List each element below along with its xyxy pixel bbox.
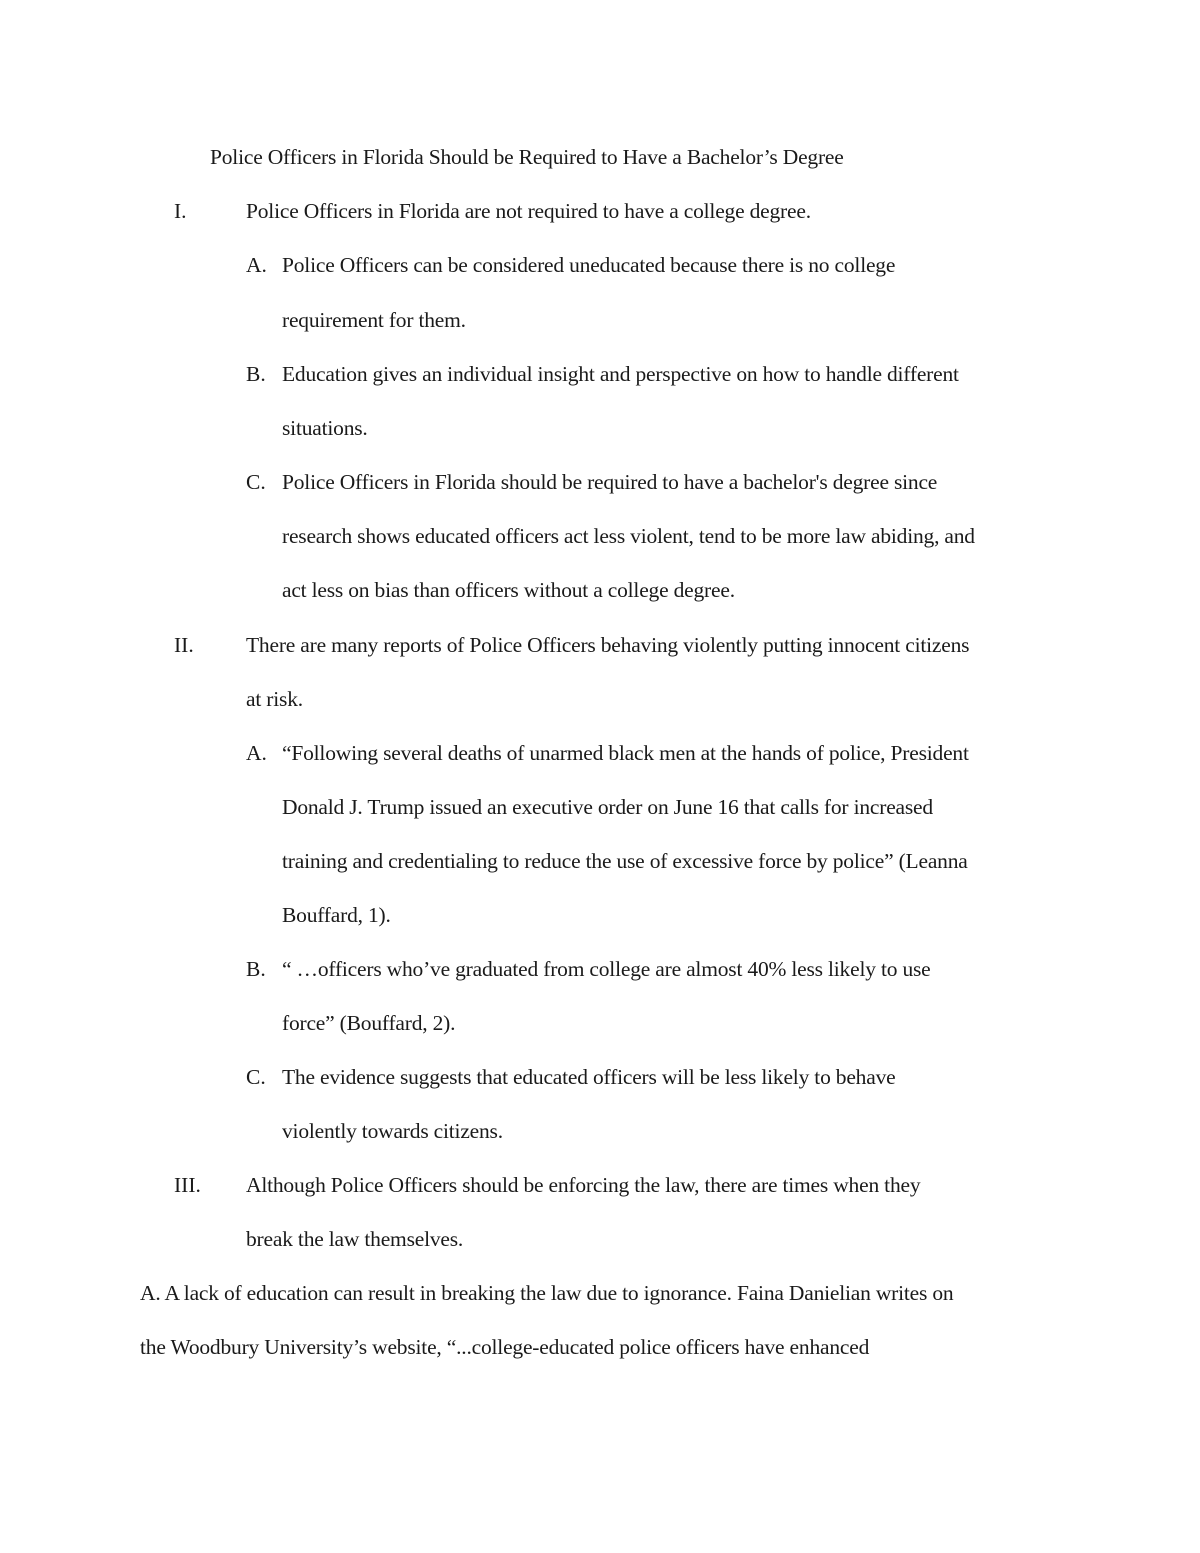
- item-text-2a-line4: Bouffard, 1).: [282, 903, 391, 927]
- item-text-2a-line2: Donald J. Trump issued an executive order on June 16 that calls for increased: [282, 795, 933, 819]
- item-letter-1c: C.: [246, 470, 266, 494]
- section-numeral-1: I.: [174, 199, 187, 223]
- item-text-2c-line1: The evidence suggests that educated officers will be less likely to behave: [282, 1065, 896, 1089]
- item-text-2a-line1: “Following several deaths of unarmed black men at the hands of police, President: [282, 741, 969, 765]
- section-heading-2-line2: at risk.: [246, 687, 303, 711]
- item-text-1c-line2: research shows educated officers act less violent, tend to be more law abiding, and: [282, 524, 975, 548]
- section-numeral-2: II.: [174, 633, 194, 657]
- section-numeral-3: III.: [174, 1173, 201, 1197]
- item-letter-2c: C.: [246, 1065, 266, 1089]
- document-title: Police Officers in Florida Should be Required to Have a Bachelor’s Degree: [210, 145, 844, 169]
- item-text-2b-line2: force” (Bouffard, 2).: [282, 1011, 456, 1035]
- item-text-1b-line1: Education gives an individual insight and perspective on how to handle different: [282, 362, 959, 386]
- item-text-2b-line1: “ …officers who’ve graduated from college are almost 40% less likely to use: [282, 957, 931, 981]
- item-text-1c-line3: act less on bias than officers without a college degree.: [282, 578, 735, 602]
- item-letter-2b: B.: [246, 957, 266, 981]
- section-heading-2-line1: There are many reports of Police Officers behaving violently putting innocent citizens: [246, 633, 970, 657]
- item-text-1c-line1: Police Officers in Florida should be required to have a bachelor's degree since: [282, 470, 938, 494]
- trailing-paragraph-line1: A. A lack of education can result in breaking the law due to ignorance. Faina Danielian writes on: [140, 1281, 954, 1305]
- item-text-1b-line2: situations.: [282, 416, 368, 440]
- item-letter-1b: B.: [246, 362, 266, 386]
- section-heading-3-line2: break the law themselves.: [246, 1227, 464, 1251]
- item-letter-1a: A.: [246, 253, 267, 277]
- trailing-paragraph-line2: the Woodbury University’s website, “...college-educated police officers have enhanced: [140, 1335, 870, 1359]
- item-text-1a-line2: requirement for them.: [282, 308, 466, 332]
- item-text-1a-line1: Police Officers can be considered uneducated because there is no college: [282, 253, 896, 277]
- item-text-2a-line3: training and credentialing to reduce the use of excessive force by police” (Leanna: [282, 849, 968, 873]
- item-text-2c-line2: violently towards citizens.: [282, 1119, 503, 1143]
- item-letter-2a: A.: [246, 741, 267, 765]
- section-heading-1: Police Officers in Florida are not required to have a college degree.: [246, 199, 811, 223]
- section-heading-3-line1: Although Police Officers should be enforcing the law, there are times when they: [246, 1173, 921, 1197]
